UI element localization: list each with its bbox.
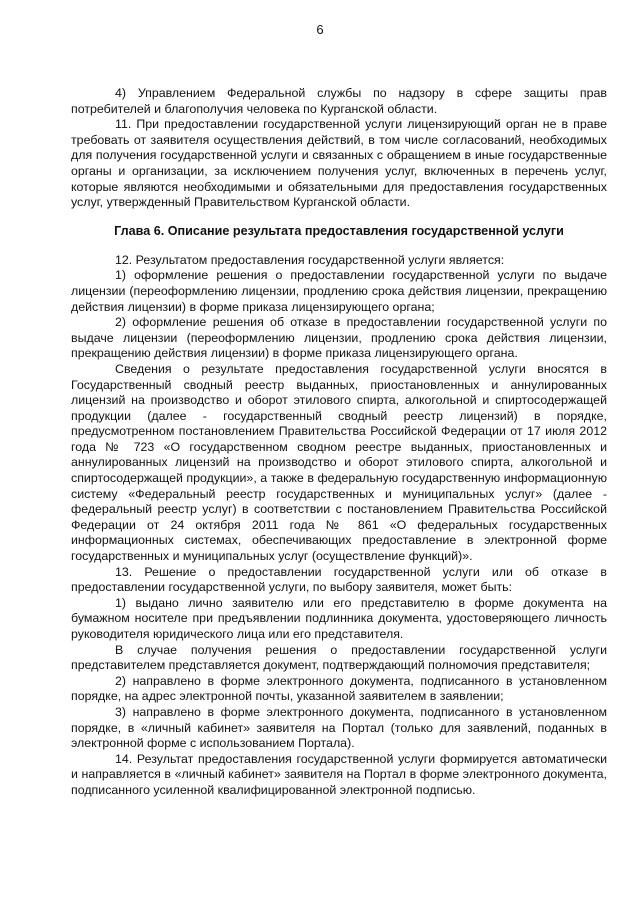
page-content	[71, 86, 607, 799]
paragraph-14: 14. Результат предоставления государственной услуги формируется автоматически и направляется в «личный кабинет» заявителя на Портал в форме электронного документа, подписанного усиленной квалифицированной электронной подписью.	[71, 751, 607, 797]
page-number: 6	[316, 22, 324, 37]
paragraph-13-item-2: 2) направлено в форме электронного документа, подписанного в установленном порядке, на адрес электронной почты, указанной заявителем в заявлении;	[71, 673, 607, 704]
paragraph-11: 11. При предоставлении государственной услуги лицензирующий орган не в праве требовать от заявителя осуществления действий, в том числе согласований, необходимых для получения государственной услуги и связанных с обращением в иные государственные органы и организации, за исключением получения услуг, включенных в перечень услуг, которые являются необходимыми и обязательными для предоставления государственных услуг, утвержденный Правительством Курганской области.	[71, 117, 607, 210]
paragraph-12-item-2: 2) оформление решения об отказе в предоставлении государственной услуги по выдаче лицензии (переоформлению лицензии, продлению срока действия лицензии, прекращению действия лицензии) в форме приказа лицензирующего органа.	[71, 315, 607, 361]
chapter-6-heading: Глава 6. Описание результата предоставления государственной услуги	[114, 223, 564, 238]
paragraph-item-4: 4) Управлением Федеральной службы по надзору в сфере защиты прав потребителей и благополучия человека по Курганской области.	[71, 86, 607, 116]
paragraph-registry-info: Сведения о результате предоставления государственной услуги вносятся в Государственный сводный реестр выданных, приостановленных и аннулированных лицензий на производство и оборот этилового спирта, алкогольной и спиртосодержащей продукции (далее - государственный сводный реестр лицензий) в порядке, предусмотренном постановлением Правительства Российской Федерации от 17 июля 2012 года № 723 «О государственном сводном реестре выданных, приостановленных и аннулированных лицензий на производство и оборот этилового спирта, алкогольной и спиртосодержащей продукции», а также в федеральную государственную информационную систему «Федеральный реестр государственных и муниципальных услуг» (далее - федеральный реестр услуг) в соответствии с постановлением Правительства Российской Федерации от 24 октября 2011 года № 861 «О федеральных государственных информационных системах, обеспечивающих предоставление в электронной форме государственных и муниципальных услуг (осуществление функций)».	[71, 361, 607, 564]
paragraph-representative: В случае получения решения о предоставлении государственной услуги представителем представляется документ, подтверждающий полномочия представителя;	[71, 642, 607, 673]
paragraph-13-item-1: 1) выдано лично заявителю или его представителю в форме документа на бумажном носителе при предъявлении подлинника документа, удостоверяющего личность руководителя юридического лица или его представителя.	[71, 595, 607, 641]
paragraph-13: 13. Решение о предоставлении государственной услуги или об отказе в предоставлении государственной услуги, по выбору заявителя, может быть:	[71, 564, 607, 595]
paragraph-13-item-3: 3) направлено в форме электронного документа, подписанного в установленном порядке, в «личный кабинет» заявителя на Портал (только для заявлений, поданных в электронной форме с использованием Портала).	[71, 704, 607, 751]
paragraph-12: 12. Результатом предоставления государственной услуги является:	[115, 252, 505, 267]
paragraph-12-item-1: 1) оформление решения о предоставлении государственной услуги по выдаче лицензии (переоформлению лицензии, продлению срока действия лицензии, прекращению действия лицензии) в форме приказа лицензирующего органа;	[71, 268, 607, 314]
